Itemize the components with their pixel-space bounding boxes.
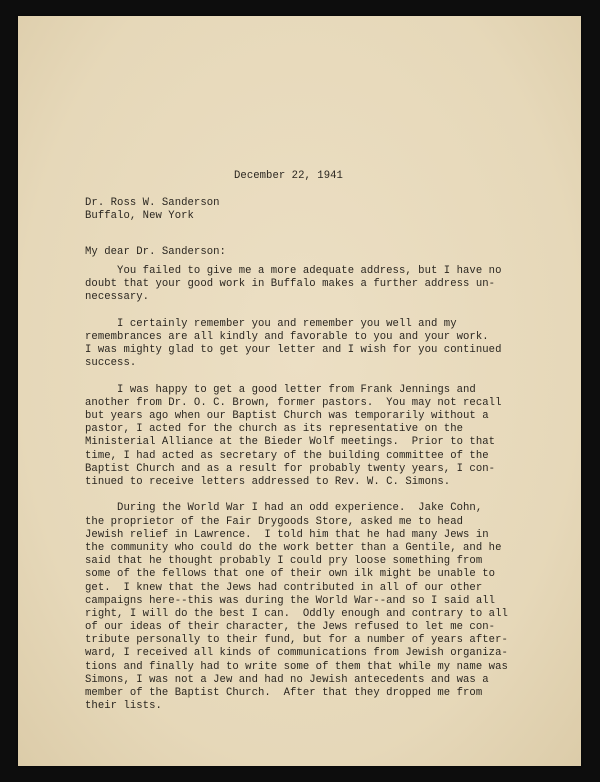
- paragraph-line: Ministerial Alliance at the Bieder Wolf meetings. Prior to that: [85, 436, 496, 449]
- paragraph-line: doubt that your good work in Buffalo makes a further address un-: [85, 278, 496, 291]
- paragraph-line: tinued to receive letters addressed to Rev. W. C. Simons.: [85, 476, 451, 488]
- paragraph-line: member of the Baptist Church. After that they dropped me from: [85, 687, 483, 699]
- paragraph-line: ward, I received all kinds of communications from Jewish organiza-: [85, 647, 508, 660]
- recipient-name: Dr. Ross W. Sanderson: [85, 197, 220, 209]
- paragraph-line: campaigns here--this was during the World War--and so I said all: [85, 594, 496, 607]
- paragraph-line: the community who could do the work better than a Gentile, and he: [85, 541, 502, 554]
- paragraph-line: remembrances are all kindly and favorable to you and your work.: [85, 330, 489, 343]
- paragraph-1: [85, 265, 555, 305]
- paragraph-line: Jewish relief in Lawrence. I told him that he had many Jews in: [85, 528, 489, 541]
- paragraph-4: [85, 502, 555, 713]
- paragraph-3: [85, 384, 555, 490]
- paragraph-line: their lists.: [85, 700, 162, 713]
- letter-date: December 22, 1941: [234, 170, 343, 182]
- paragraph-line: but years ago when our Baptist Church was temporarily without a: [85, 410, 489, 423]
- paragraph-line: some of the fellows that one of their own ilk might be unable to: [85, 568, 496, 581]
- letter-body: [85, 265, 555, 727]
- paragraph-line: I was happy to get a good letter from Frank Jennings and: [85, 383, 476, 396]
- paragraph-line: right, I will do the best I can. Oddly enough and contrary to all: [85, 607, 508, 620]
- paragraph-line: I certainly remember you and remember you well and my: [85, 317, 457, 330]
- paragraph-line: I was mighty glad to get your letter and I wish for you continued: [85, 344, 502, 357]
- recipient-location: Buffalo, New York: [85, 210, 194, 223]
- paragraph-line: Simons, I was not a Jew and had no Jewish antecedents and was a: [85, 673, 489, 686]
- paragraph-line: another from Dr. O. C. Brown, former pastors. You may not recall: [85, 396, 502, 409]
- paragraph-line: pastor, I acted for the church as its representative on the: [85, 423, 464, 436]
- paragraph-line: said that he thought probably I could pry loose something from: [85, 555, 483, 568]
- paragraph-line: tribute personally to their fund, but for a number of years after-: [85, 634, 508, 647]
- paragraph-2: [85, 318, 555, 371]
- paragraph-line: the proprietor of the Fair Drygoods Store, asked me to head: [85, 515, 464, 528]
- salutation: My dear Dr. Sanderson:: [85, 246, 226, 258]
- paragraph-line: During the World War I had an odd experience. Jake Cohn,: [85, 502, 483, 515]
- paragraph-line: of our ideas of their character, the Jews refused to let me con-: [85, 621, 496, 634]
- paragraph-line: You failed to give me a more adequate address, but I have no: [85, 265, 502, 277]
- paragraph-line: time, I had acted as secretary of the building committee of the: [85, 449, 489, 462]
- recipient-address: [85, 197, 220, 223]
- paragraph-line: Baptist Church and as a result for probably twenty years, I con-: [85, 462, 496, 475]
- letter-page: [18, 16, 581, 766]
- paragraph-line: tions and finally had to write some of them that while my name was: [85, 660, 508, 673]
- paragraph-line: necessary.: [85, 291, 150, 304]
- paragraph-line: success.: [85, 357, 137, 370]
- paragraph-line: get. I knew that the Jews had contributed in all of our other: [85, 581, 483, 594]
